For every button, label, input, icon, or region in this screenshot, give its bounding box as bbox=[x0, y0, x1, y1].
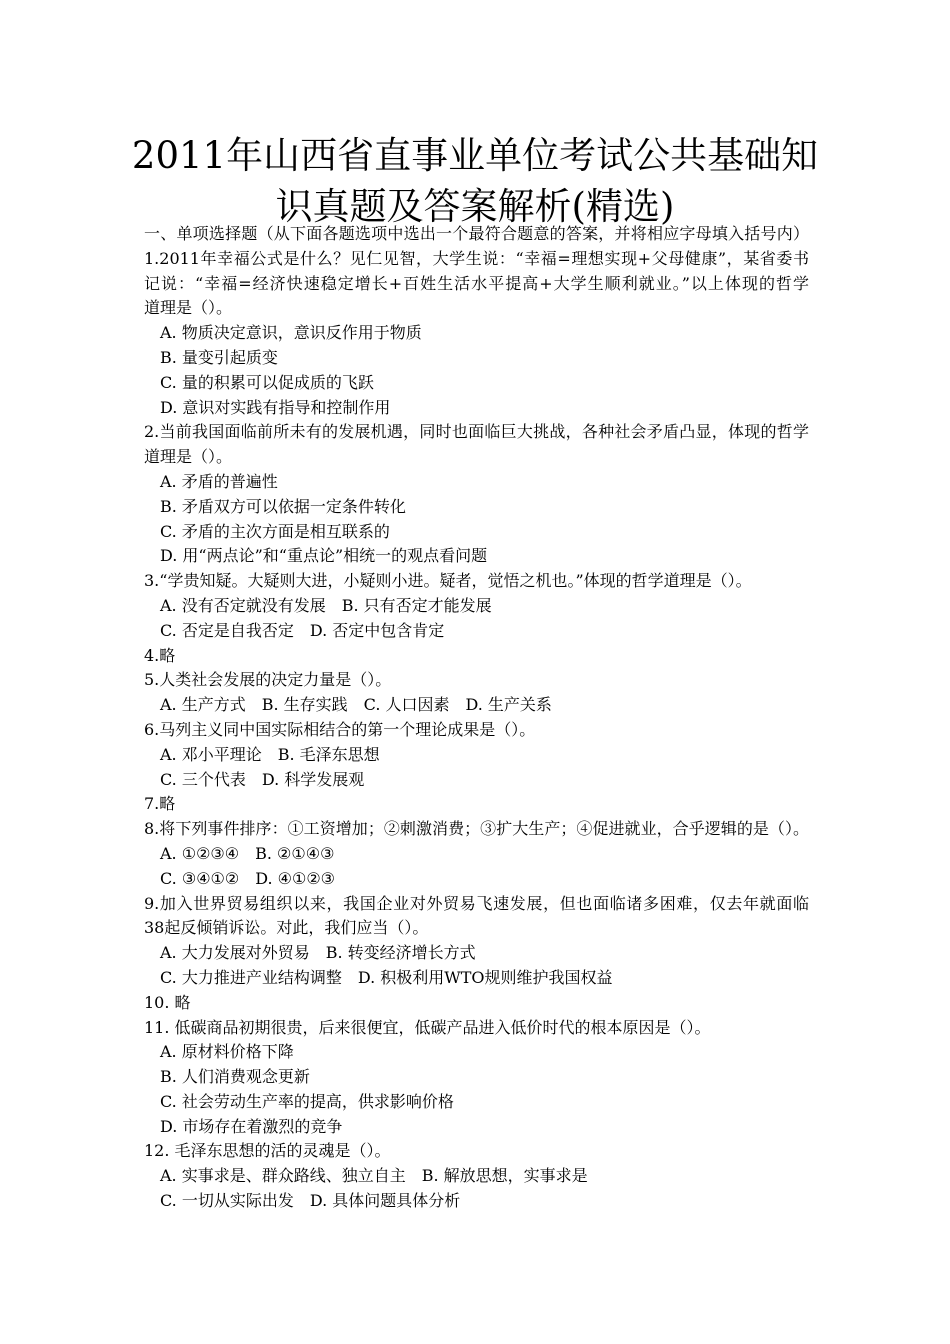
question-line: 4.略 bbox=[144, 645, 176, 665]
question-line: 5.人类社会发展的决定力量是（）。 bbox=[144, 670, 392, 690]
option-line: A. 矛盾的普遍性 bbox=[160, 471, 278, 491]
option-line: B. 人们消费观念更新 bbox=[160, 1067, 310, 1087]
question-line: 一、单项选择题（从下面各题选项中选出一个最符合题意的答案，并将相应字母填入括号内） bbox=[144, 224, 809, 243]
option-line: C. ③④①② D. ④①②③ bbox=[160, 868, 336, 888]
option-line: D. 意识对实践有指导和控制作用 bbox=[160, 397, 391, 417]
option-line: A. 邓小平理论 B. 毛泽东思想 bbox=[160, 744, 380, 764]
option-line: A. 大力发展对外贸易 B. 转变经济增长方式 bbox=[160, 943, 476, 963]
option-line: C. 一切从实际出发 D. 具体问题具体分析 bbox=[160, 1191, 461, 1211]
question-line: 道理是（）。 bbox=[144, 447, 233, 467]
option-line: C. 矛盾的主次方面是相互联系的 bbox=[160, 521, 390, 541]
question-line: 7.略 bbox=[144, 794, 176, 814]
question-line: 38起反倾销诉讼。对此，我们应当（）。 bbox=[144, 918, 429, 938]
option-line: C. 大力推进产业结构调整 D. 积极利用WTO规则维护我国权益 bbox=[160, 967, 613, 987]
option-line: B. 矛盾双方可以依据一定条件转化 bbox=[160, 496, 406, 516]
option-line: C. 社会劳动生产率的提高，供求影响价格 bbox=[160, 1091, 454, 1111]
option-line: C. 否定是自我否定 D. 否定中包含肯定 bbox=[160, 620, 445, 640]
option-line: D. 市场存在着激烈的竞争 bbox=[160, 1116, 343, 1136]
question-line: 道理是（）。 bbox=[144, 298, 233, 318]
question-line: 2.当前我国面临前所未有的发展机遇，同时也面临巨大挑战，各种社会矛盾凸显，体现的哲学 bbox=[144, 422, 809, 442]
option-line: D. 用“两点论”和“重点论”相统一的观点看问题 bbox=[160, 546, 488, 566]
question-line: 记说：“幸福=经济快速稳定增长+百姓生活水平提高+大学生顺利就业。”以上体现的哲学 bbox=[144, 273, 809, 293]
option-line: A. 生产方式 B. 生存实践 C. 人口因素 D. 生产关系 bbox=[160, 695, 552, 715]
option-line: A. 实事求是、群众路线、独立自主 B. 解放思想，实事求是 bbox=[160, 1166, 588, 1186]
question-line: 8.将下列事件排序：①工资增加；②刺激消费；③扩大生产；④促进就业，合乎逻辑的是（）。 bbox=[144, 819, 809, 839]
question-line: 6.马列主义同中国实际相结合的第一个理论成果是（）。 bbox=[144, 719, 536, 739]
option-line: A. 没有否定就没有发展 B. 只有否定才能发展 bbox=[160, 595, 492, 615]
option-line: A. 物质决定意识，意识反作用于物质 bbox=[160, 323, 422, 343]
option-line: A. ①②③④ B. ②①④③ bbox=[160, 843, 335, 863]
question-line: 1.2011年幸福公式是什么？见仁见智，大学生说：“幸福=理想实现+父母健康”，某省委书 bbox=[144, 248, 809, 268]
question-line: 9.加入世界贸易组织以来，我国企业对外贸易飞速发展，但也面临诸多困难，仅去年就面临 bbox=[144, 893, 809, 913]
question-line: 3.“学贵知疑。大疑则大进，小疑则小进。疑者，觉悟之机也。”体现的哲学道理是（）。 bbox=[144, 571, 752, 591]
document-body bbox=[144, 222, 809, 1214]
option-line: B. 量变引起质变 bbox=[160, 347, 278, 367]
question-line: 11. 低碳商品初期很贵，后来很便宜，低碳产品进入低价时代的根本原因是（）。 bbox=[144, 1017, 711, 1037]
option-line: A. 原材料价格下降 bbox=[160, 1042, 294, 1062]
question-line: 12. 毛泽东思想的活的灵魂是（）。 bbox=[144, 1141, 391, 1161]
document-title: 2011年山西省直事业单位考试公共基础知识真题及答案解析(精选) bbox=[131, 134, 819, 228]
option-line: C. 三个代表 D. 科学发展观 bbox=[160, 769, 365, 789]
question-line: 10. 略 bbox=[144, 992, 191, 1012]
option-line: C. 量的积累可以促成质的飞跃 bbox=[160, 372, 374, 392]
